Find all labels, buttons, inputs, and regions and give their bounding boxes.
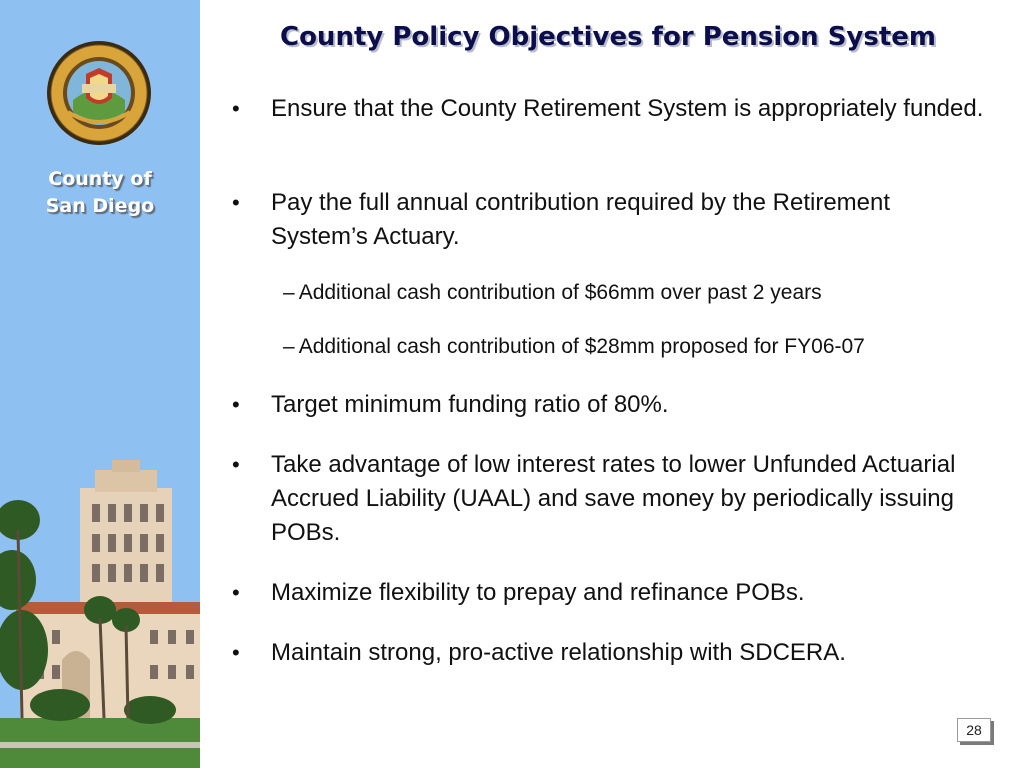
county-building-image [0,460,200,768]
bullet-item: • Take advantage of low interest rates to lower Unfunded Actuarial Accrued Liability (UAAL) and save money by periodically issuing POBs. [232,448,992,550]
sub-bullet-item [283,279,1013,307]
bullet-item: • Ensure that the County Retirement System is appropriately funded. [232,92,992,126]
bullet-item: • Maximize flexibility to prepay and refinance POBs. [232,576,992,610]
sub-bullet-item [283,333,1013,361]
dash-marker: – [283,281,295,304]
county-name-line2: San Diego [45,195,155,217]
dash-marker: – [283,335,295,358]
page-number: 28 [957,718,991,742]
county-name-line1: County of [48,168,152,190]
sub-bullet-text: Additional cash contribution of $66mm over past 2 years [298,281,822,304]
sidebar [0,0,200,768]
county-seal-icon [46,40,152,146]
county-name [0,166,200,220]
bullet-item: • Target minimum funding ratio of 80%. [232,388,992,422]
bullet-item: • Maintain strong, pro-active relationship with SDCERA. [232,636,992,670]
sub-bullet-text: Additional cash contribution of $28mm proposed for FY06-07 [298,335,865,358]
bullet-item: • Pay the full annual contribution required by the Retirement System’s Actuary. [232,186,992,254]
slide-title: County Policy Objectives for Pension System [279,22,937,52]
